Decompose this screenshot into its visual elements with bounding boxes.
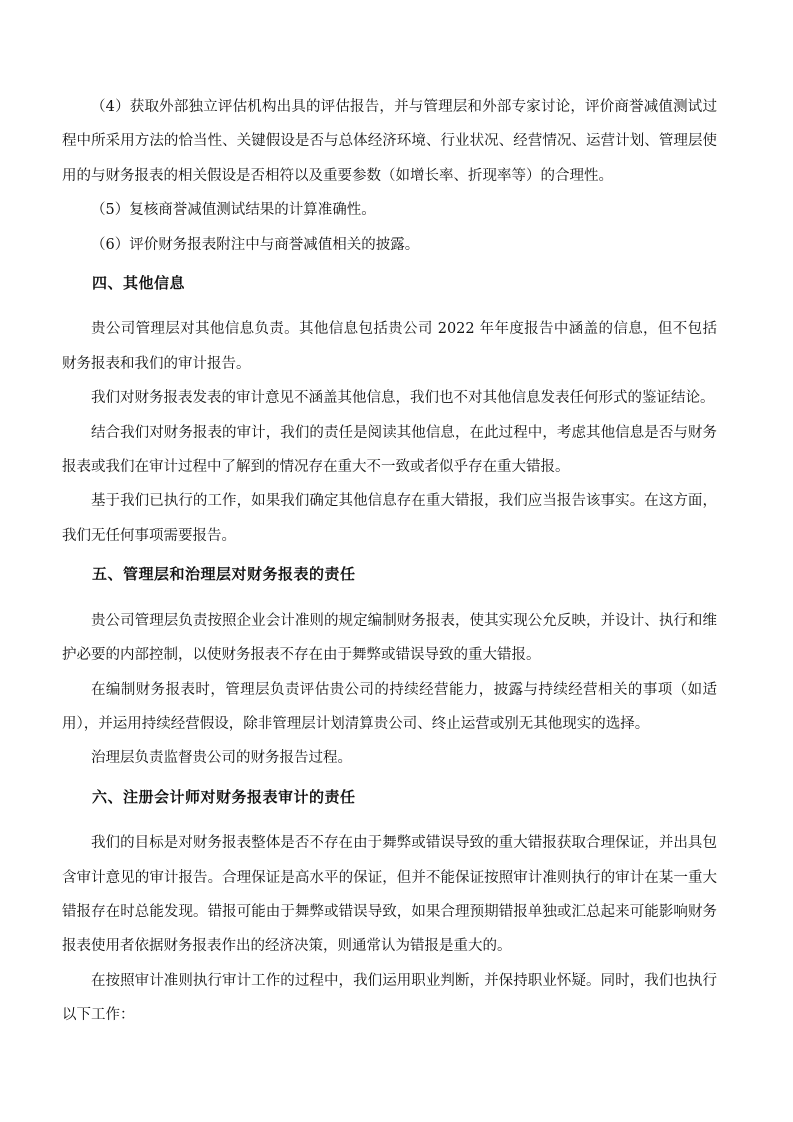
paragraph-other-info-responsibility: 贵公司管理层对其他信息负责。其他信息包括贵公司 2022 年年度报告中涵盖的信息，但不包括财务报表和我们的审计报告。 bbox=[62, 321, 717, 372]
paragraph-professional-judgment: 在按照审计准则执行审计工作的过程中，我们运用职业判断，并保持职业怀疑。同时，我们也执行以下工作： bbox=[62, 972, 717, 1024]
paragraph-management-prepare-statements: 贵公司管理层负责按照企业会计准则的规定编制财务报表，使其实现公允反映，并设计、执行和维护必要的内部控制，以使财务报表不存在由于舞弊或错误导致的重大错报。 bbox=[62, 612, 717, 664]
paragraph-going-concern: 在编制财务报表时，管理层负责评估贵公司的持续经营能力，披露与持续经营相关的事项（如适用），并运用持续经营假设，除非管理层计划清算贵公司、终止运营或别无其他现实的选择。 bbox=[62, 681, 717, 732]
paragraph-reading-other-info: 结合我们对财务报表的审计，我们的责任是阅读其他信息，在此过程中，考虑其他信息是否与财务报表或我们在审计过程中了解到的情况存在重大不一致或者似乎存在重大错报。 bbox=[62, 424, 717, 476]
paragraph-reasonable-assurance: 我们的目标是对财务报表整体是否不存在由于舞弊或错误导致的重大错报获取合理保证，并出具包含审计意见的审计报告。合理保证是高水平的保证，但并不能保证按照审计准则执行的审计在某一重大错报存在时总能发现。错报可能由于舞弊或错误导致，如果合理预期错报单独或汇总起来可能影响财务报表使用者依据财务报表作出的经济决策，则通常认为错报是重大的。 bbox=[62, 835, 717, 955]
list-item-4: （4）获取外部独立评估机构出具的评估报告，并与管理层和外部专家讨论，评价商誉减值测试过程中所采用方法的恰当性、关键假设是否与总体经济环境、行业状况、经营情况、运营计划、管理层使用的与财务报表的相关假设是否相符以及重要参数（如增长率、折现率等）的合理性。 bbox=[62, 99, 717, 184]
list-item-5: （5）复核商誉减值测试结果的计算准确性。 bbox=[91, 202, 376, 219]
list-item-6: （6）评价财务报表附注中与商誉减值相关的披露。 bbox=[91, 236, 420, 253]
section-heading-other-information: 四、其他信息 bbox=[92, 274, 186, 293]
section-heading-management-responsibility: 五、管理层和治理层对财务报表的责任 bbox=[92, 565, 356, 584]
paragraph-governance-oversight: 治理层负责监督贵公司的财务报告过程。 bbox=[91, 750, 352, 767]
section-heading-auditor-responsibility: 六、注册会计师对财务报表审计的责任 bbox=[92, 787, 356, 806]
paragraph-report-misstatement: 基于我们已执行的工作，如果我们确定其他信息存在重大错报，我们应当报告该事实。在这方面，我们无任何事项需要报告。 bbox=[62, 493, 717, 544]
paragraph-opinion-coverage: 我们对财务报表发表的审计意见不涵盖其他信息，我们也不对其他信息发表任何形式的鉴证结论。 bbox=[91, 390, 715, 407]
